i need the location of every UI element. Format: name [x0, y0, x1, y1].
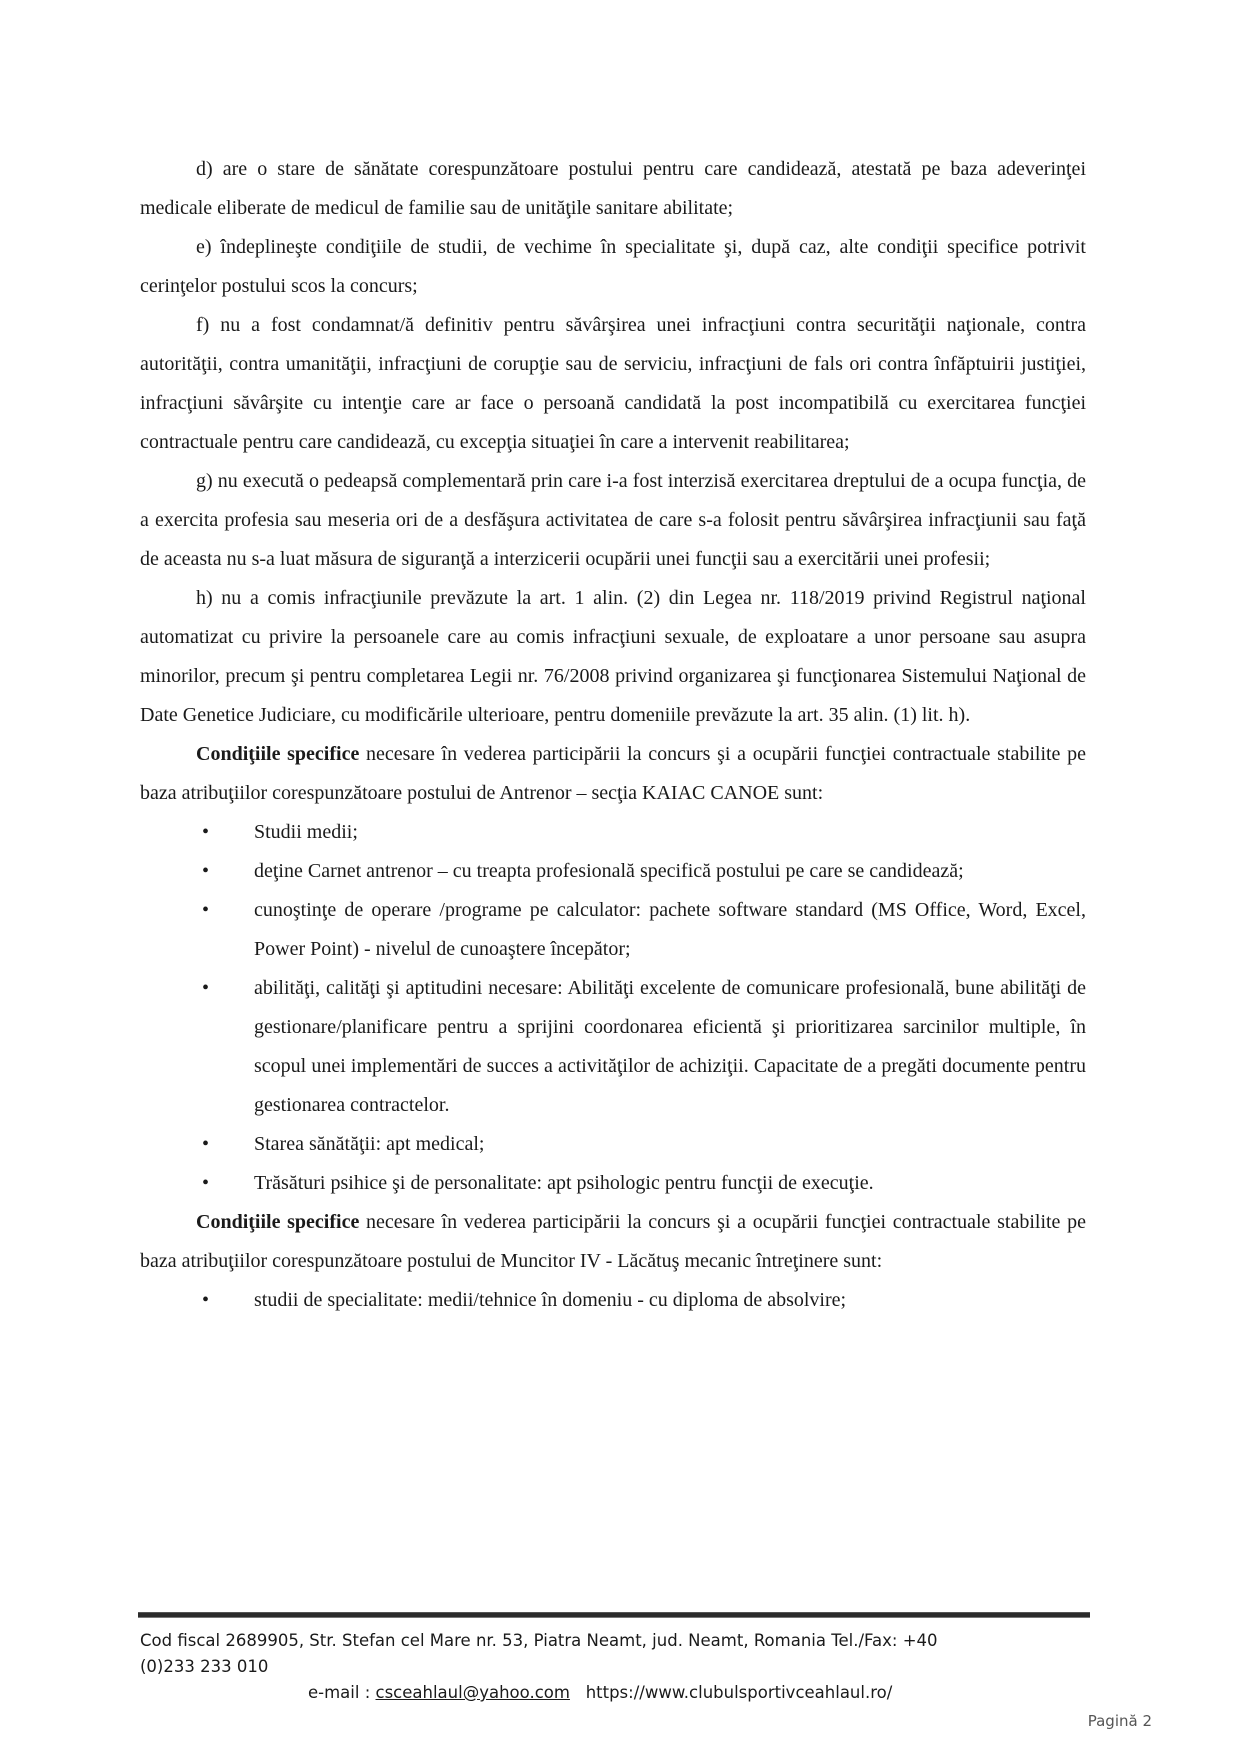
list-item	[202, 813, 1086, 852]
document-body	[140, 150, 1086, 1320]
bullet-icon: •	[202, 899, 210, 921]
list-item	[202, 1281, 1086, 1320]
list-item-text: cunoştinţe de operare /programe pe calculator: pachete software standard (MS Office, Word, Excel, Power Point) - nivelul de cunoaştere începător;	[254, 899, 1086, 960]
bullet-icon: •	[202, 860, 210, 882]
footer-email-link[interactable]: csceahlaul@yahoo.com	[375, 1683, 570, 1702]
paragraph-f: f) nu a fost condamnat/ă definitiv pentru săvârşirea unei infracţiuni contra securităţii naţionale, contra autorităţii, contra umanităţii, infracţiuni de corupţie sau de serviciu, infracţiuni de fals ori contra înfăptuirii justiţiei, infracţiuni săvârşite cu intenţie care ar face o persoană candidată la post incompatibilă cu exercitarea funcţiei contractuale pentru care candidează, cu excepţia situaţiei în care a intervenit reabilitarea;	[140, 314, 1086, 453]
footer-website[interactable]: https://www.clubulsportivceahlaul.ro/	[585, 1683, 893, 1702]
paragraph-h: h) nu a comis infracţiunile prevăzute la art. 1 alin. (2) din Legea nr. 118/2019 privind Registrul naţional automatizat cu privire la persoanele care au comis infracţiuni sexuale, de exploatare a unor persoane sau asupra minorilor, precum şi pentru completarea Legii nr. 76/2008 privind organizarea şi funcţionarea Sistemului Naţional de Date Genetice Judiciare, cu modificările ulterioare, pentru domeniile prevăzute la art. 35 alin. (1) lit. h).	[140, 587, 1086, 726]
paragraph-g: g) nu execută o pedeapsă complementară prin care i-a fost interzisă exercitarea dreptului de a ocupa funcţia, de a exercita profesia sau meseria ori de a desfăşura activitatea de care s-a folosit pentru săvârşirea infracţiunii sau faţă de aceasta nu s-a luat măsura de siguranţă a interzicerii ocupării unei funcţii sau a exercitării unei profesii;	[140, 470, 1086, 570]
footer-contact	[140, 1680, 1100, 1706]
footer-divider	[138, 1612, 1090, 1618]
footer-phone: (0)233 233 010	[140, 1657, 269, 1676]
paragraph-e: e) îndeplineşte condiţiile de studii, de vechime în specialitate şi, după caz, alte condiţii specifice potrivit cerinţelor postului scos la concurs;	[140, 236, 1086, 297]
bullet-icon: •	[202, 1172, 210, 1194]
list-item	[202, 891, 1086, 969]
section-antrenor-list	[140, 813, 1086, 1203]
list-item-text: abilităţi, calităţi şi aptitudini necesare: Abilităţi excelente de comunicare profesională, bune abilităţi de gestionare/planificare pentru a sprijini coordonarea eficientă şi prioritizarea sarcinilor multiple, în scopul unei implementări de succes a activităţilor de achiziţii. Capacitate de a pregăti documente pentru gestionarea contractelor.	[254, 977, 1086, 1116]
list-item	[202, 969, 1086, 1125]
footer-email-label: e-mail :	[308, 1683, 376, 1702]
list-item	[202, 852, 1086, 891]
section-antrenor-intro	[140, 735, 1086, 813]
section-muncitor-title: Condiţiile specifice	[196, 1211, 360, 1233]
list-item-text: Starea sănătăţii: apt medical;	[254, 1133, 485, 1155]
list-item-text: studii de specialitate: medii/tehnice în domeniu - cu diploma de absolvire;	[254, 1289, 847, 1311]
paragraph-d: d) are o stare de sănătate corespunzătoare postului pentru care candidează, atestată pe baza adeverinţei medicale eliberate de medicul de familie sau de unităţile sanitare abilitate;	[140, 158, 1086, 219]
list-item-text: deţine Carnet antrenor – cu treapta profesională specifică postului pe care se candidează;	[254, 860, 964, 882]
section-muncitor-intro	[140, 1203, 1086, 1281]
list-item	[202, 1164, 1086, 1203]
list-item	[202, 1125, 1086, 1164]
footer-address: Cod fiscal 2689905, Str. Stefan cel Mare nr. 53, Piatra Neamt, jud. Neamt, Romania Tel./Fax: +40	[140, 1631, 938, 1650]
page-number: Pagină 2	[1087, 1712, 1152, 1730]
bullet-icon: •	[202, 1289, 210, 1311]
list-item-text: Trăsături psihice şi de personalitate: apt psihologic pentru funcţii de execuţie.	[254, 1172, 874, 1194]
bullet-icon: •	[202, 977, 210, 999]
list-item-text: Studii medii;	[254, 821, 358, 843]
section-muncitor-list	[140, 1281, 1086, 1320]
bullet-icon: •	[202, 821, 210, 843]
section-muncitor-text: necesare în vederea participării la concurs şi a ocupării funcţiei contractuale stabilite pe baza atribuţiilor corespunzătoare postului de Muncitor IV - Lăcătuş mecanic întreţinere sunt:	[140, 1211, 1086, 1272]
bullet-icon: •	[202, 1133, 210, 1155]
footer	[140, 1628, 1100, 1706]
section-antrenor-text: necesare în vederea participării la concurs şi a ocupării funcţiei contractuale stabilite pe baza atribuţiilor corespunzătoare postului de Antrenor – secţia KAIAC CANOE sunt:	[140, 743, 1086, 804]
section-antrenor-title: Condiţiile specifice	[196, 743, 360, 765]
